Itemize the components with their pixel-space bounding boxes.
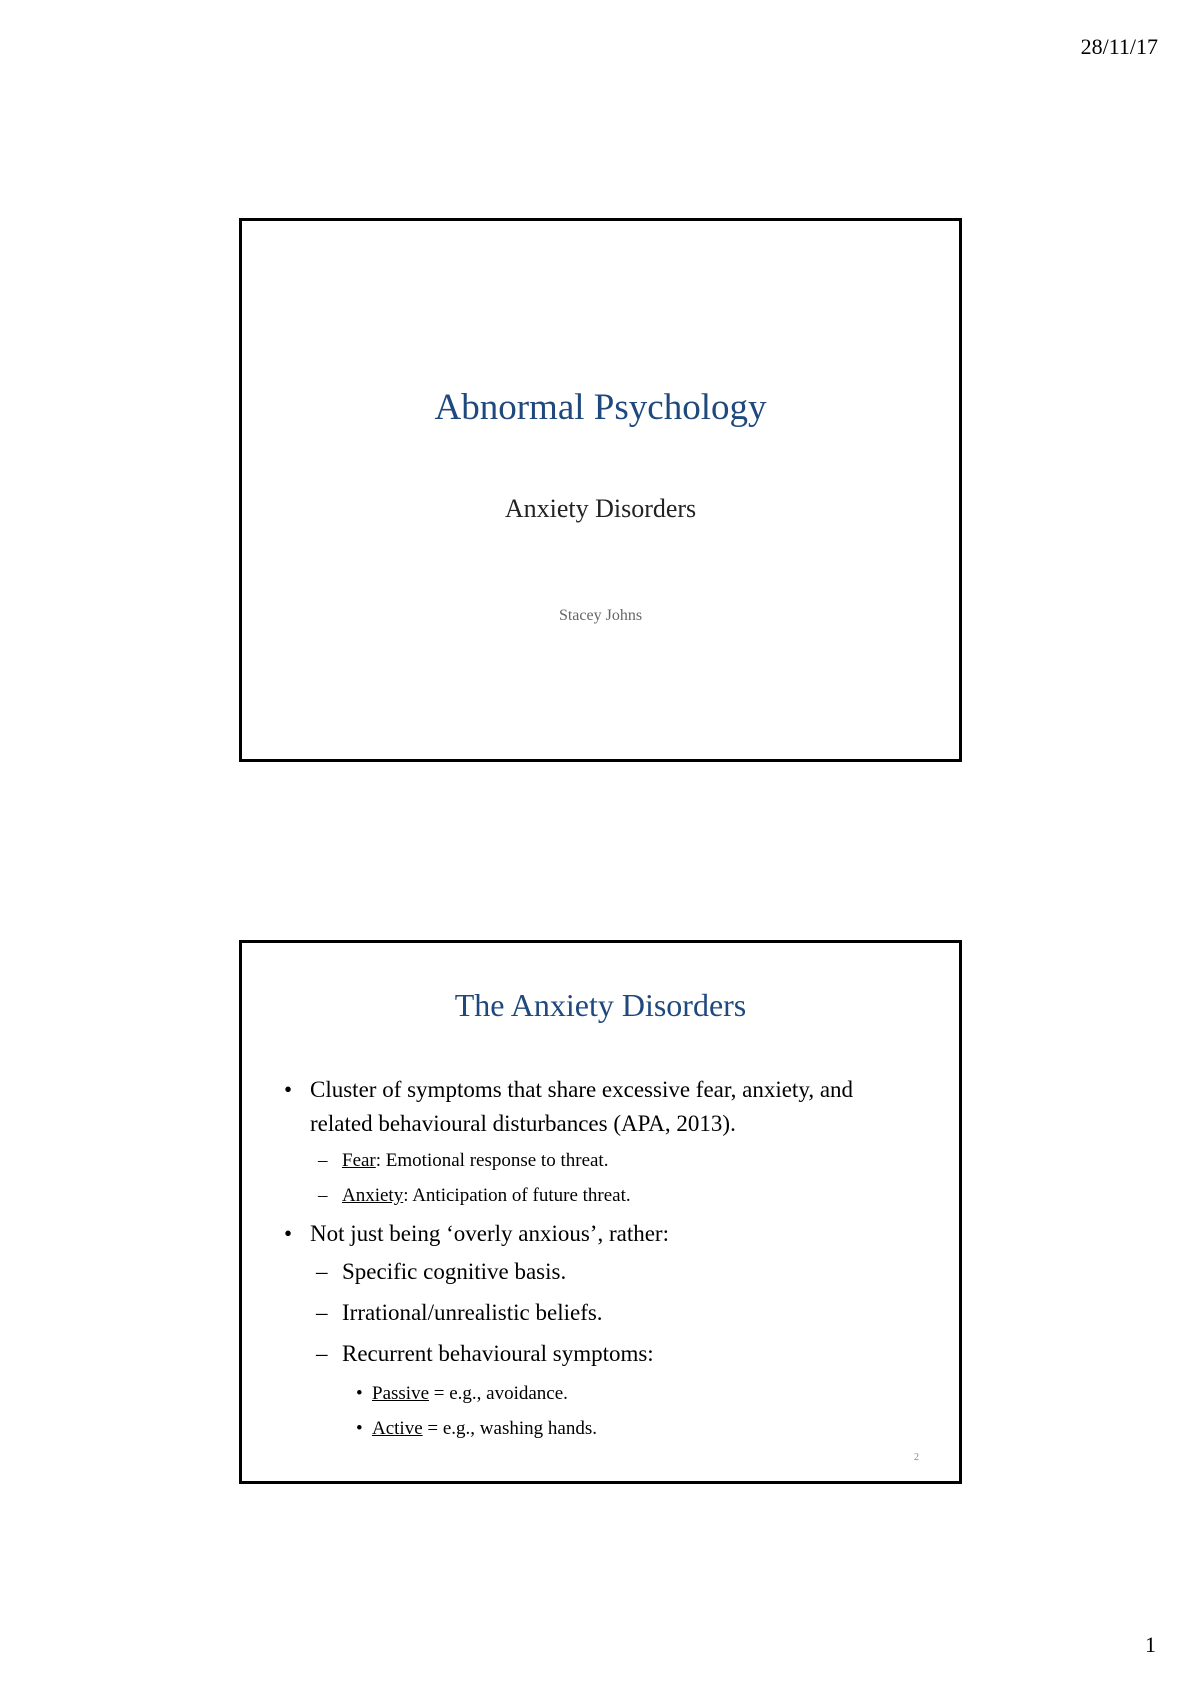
- slide1-title: Abnormal Psychology: [434, 387, 767, 428]
- slide1-subtitle: Anxiety Disorders: [504, 494, 697, 523]
- sub-bullet-text: Irrational/unrealistic beliefs.: [342, 1300, 603, 1325]
- bullet-mark: •: [356, 1383, 363, 1404]
- dash-mark: –: [316, 1300, 328, 1325]
- term-anxiety-definition: : Anticipation of future threat.: [403, 1185, 631, 1206]
- sub-bullet-item: [280, 1298, 919, 1328]
- term-active: Active: [372, 1418, 423, 1439]
- sub-bullet-item: [280, 1257, 919, 1287]
- sub-bullet-text: Recurrent behavioural symptoms:: [342, 1341, 654, 1366]
- bullet-mark: •: [356, 1418, 363, 1439]
- bullet-mark: •: [284, 1077, 293, 1102]
- page-date: 28/11/17: [1080, 34, 1158, 59]
- sub-bullet-item: [280, 1147, 919, 1175]
- bullet-item: [280, 1217, 919, 1251]
- bullet-mark: •: [284, 1221, 293, 1246]
- sub-sub-bullet-item: [280, 1380, 919, 1408]
- sub-bullet-item: [280, 1182, 919, 1210]
- dash-mark: –: [316, 1341, 328, 1366]
- dash-mark: –: [318, 1185, 328, 1206]
- bullet-item: [280, 1073, 919, 1141]
- slide-number: 2: [914, 1452, 919, 1463]
- slide-title-page: [239, 218, 962, 762]
- slide-anxiety-disorders: [239, 940, 962, 1484]
- page-number: 1: [1145, 1632, 1156, 1657]
- term-fear-definition: : Emotional response to threat.: [375, 1150, 609, 1171]
- sub-bullet-item: [280, 1339, 919, 1369]
- dash-mark: –: [316, 1259, 328, 1284]
- sub-sub-bullet-item: [280, 1415, 919, 1443]
- slide1-author: Stacey Johns: [558, 607, 643, 624]
- dash-mark: –: [318, 1150, 328, 1171]
- bullet-text: Cluster of symptoms that share excessive fear, anxiety, and related behavioural disturbances (APA, 2013).: [310, 1077, 854, 1136]
- bullet-list: [280, 1073, 919, 1450]
- bullet-text: Not just being ‘overly anxious’, rather:: [310, 1221, 669, 1246]
- term-active-example: = e.g., washing hands.: [422, 1418, 597, 1439]
- sub-bullet-text: Specific cognitive basis.: [342, 1259, 567, 1284]
- term-anxiety: Anxiety: [342, 1185, 404, 1206]
- term-passive-example: = e.g., avoidance.: [429, 1383, 568, 1404]
- slide2-title: The Anxiety Disorders: [454, 987, 747, 1023]
- term-fear: Fear: [342, 1150, 376, 1171]
- term-passive: Passive: [372, 1383, 429, 1404]
